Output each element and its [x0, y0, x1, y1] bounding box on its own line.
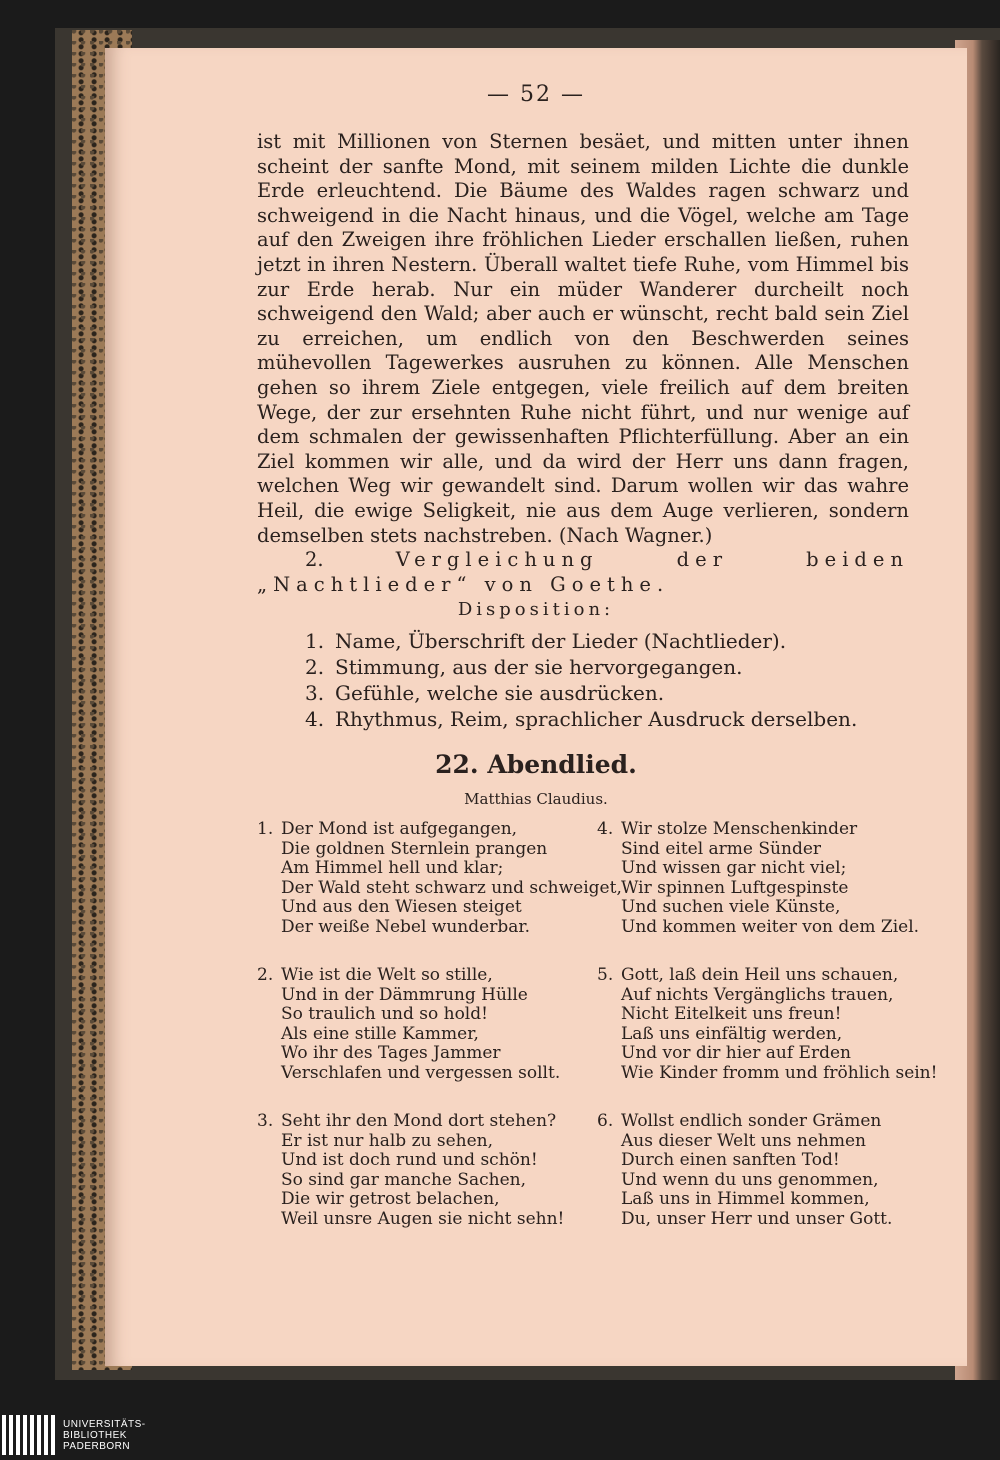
section-number: 2. [305, 548, 324, 572]
list-item: 3. Gefühle, welche sie ausdrücken. [305, 681, 665, 705]
list-item: 4. Rhythmus, Reim, sprachlicher Ausdruck derselben. [305, 707, 858, 731]
logo-line-2: BIBLIOTHEK [63, 1429, 127, 1441]
prose-text [257, 130, 909, 597]
disposition-heading: Disposition: [457, 599, 615, 620]
disposition-list [305, 628, 857, 732]
list-item: 2. Stimmung, aus der sie hervorgegangen. [305, 655, 743, 679]
logo-line-3: PADERBORN [63, 1440, 131, 1452]
section-heading [257, 548, 909, 597]
poem-author: Matthias Claudius. [464, 790, 608, 808]
library-logo [0, 1410, 260, 1460]
page-number: — 52 — [487, 82, 585, 107]
section-title: Vergleichung der beiden „Nachtlieder“ von Goethe. [257, 548, 910, 596]
prose-paragraph: ist mit Millionen von Sternen besäet, und mitten unter ihnen scheint der sanfte Mond, mit seinem milden Lichte die dunkle Erde erleuchtend. Die Bäume des Waldes ragen schwarz und schweigend in die Nacht hinaus, und die Vögel, welche am Tage auf den Zweigen ihre fröhlichen Lieder erschallen ließen, ruhen jetzt in ihren Nestern. Überall waltet tiefe Ruhe, vom Himmel bis zur Erde herab. Nur ein müder Wanderer durcheilt noch schweigend den Wald; aber auch er wünscht, recht bald sein Ziel zu erreichen, um endlich von den Beschwerden seines mühevollen Tagewerkes ausruhen zu können. Alle Menschen gehen so ihrem Ziele entgegen, viele freilich auf dem breiten Wege, der zur ersehnten Ruhe nicht führt, und nur wenige auf dem schmalen der gewissenhaften Pflichterfüllung. Aber an ein Ziel kommen wir alle, und da wird der Herr uns dann fragen, welchen Weg wir gewandelt sind. Darum wollen wir das wahre Heil, die ewige Seligkeit, nie aus dem Auge verlieren, sondern demselben stets nachstreben. (Nach Wagner.) [257, 130, 909, 547]
book-page: — 52 — ist mit Millionen von Sternen besäet, und mitten unter ihnen scheint der sanfte Mond, mit seinem milden Lichte die dunkle Erde erleuchtend. Die Bäume des Waldes ragen schwarz und schweigend in die Nacht hinaus, und die Vögel, welche am Tage auf den Zweigen ihre fröhlichen Lieder erschallen ließen, ruhen jetzt in ihren Nestern. Überall waltet tiefe Ruhe, vom Himmel bis zur Erde herab. Nur ein müder Wanderer durcheilt noch schweigend den Wald; aber auch er wünscht, recht bald sein Ziel zu erreichen, um endlich von den Beschwerden seines mühevollen Tagewerkes ausruhen zu können. Alle Menschen gehen so ihrem Ziele entgegen, viele freilich auf dem breiten Wege, der zur ersehnten Ruhe nicht führt, und nur wenige auf dem schmalen der gewissenhaften Pflichterfüllung. Aber an ein Ziel kommen wir alle, und da wird der Herr uns dann fragen, welchen Weg wir gewandelt sind. Darum wollen wir das wahre Heil, die ewige Seligkeit, nie aus dem Auge verlieren, sondern demselben stets nachstreben. (Nach Wagner.) 2. Vergleichung der beiden „Nachtlieder“ von Goethe. Disposition: 1. Name, Überschrift der Lieder (Nachtlieder). 2. Stimmung, aus der sie hervorgegangen. 3. Gefühle, welche sie ausdrücken. 4. Rhythmus, Reim, sprachlicher Ausdruck derselben. 22. Abendlied. Matthias Claudius. 1. Der Mond ist aufgegangen, Die goldnen Sternlein prangen Am Himmel hell und klar; Der Wald steht schwarz und schweiget, Und aus den Wiesen steiget Der weiße Nebel wunderbar. 2. Wie ist die Welt so stille, Und in der Dämmrung Hülle So traulich und so hold! Als eine stille Kammer, Wo ihr des Tages Jammer Verschlafen und vergessen sollt. 3. Seht ihr den Mond dort stehen? Er ist nur halb zu sehen, Und ist doch rund und schön! So sind gar manche Sachen, Die wir getrost belachen, Weil unsre Augen sie nicht sehn! 4. Wir stolze Menschenkinder Sind eitel arme Sünder Und wissen gar nicht viel; Wir spinnen Luftgespinste Und suchen viele Künste, Und kommen weiter von dem Ziel. 5. Gott, laß dein Heil uns schauen, Auf nichts Vergänglichs trauen, Nicht Eitelkeit uns freun! Laß uns einfältig werden, Und vor dir hier auf Erden Wie Kinder fromm und fröhlich sein! 6. Wollst endlich sonder Grämen Aus dieser Welt uns nehmen Durch einen sanften Tod! Und wenn du uns genommen, Laß uns in Himmel kommen, Du, unser Herr und unser Gott. [105, 48, 967, 1366]
list-item: 1. Name, Überschrift der Lieder (Nachtlieder). [305, 629, 787, 653]
logo-line-1: UNIVERSITÄTS- [63, 1418, 146, 1430]
barcode-logo-icon [2, 1415, 55, 1455]
poem-title: 22. Abendlied. [435, 750, 637, 779]
